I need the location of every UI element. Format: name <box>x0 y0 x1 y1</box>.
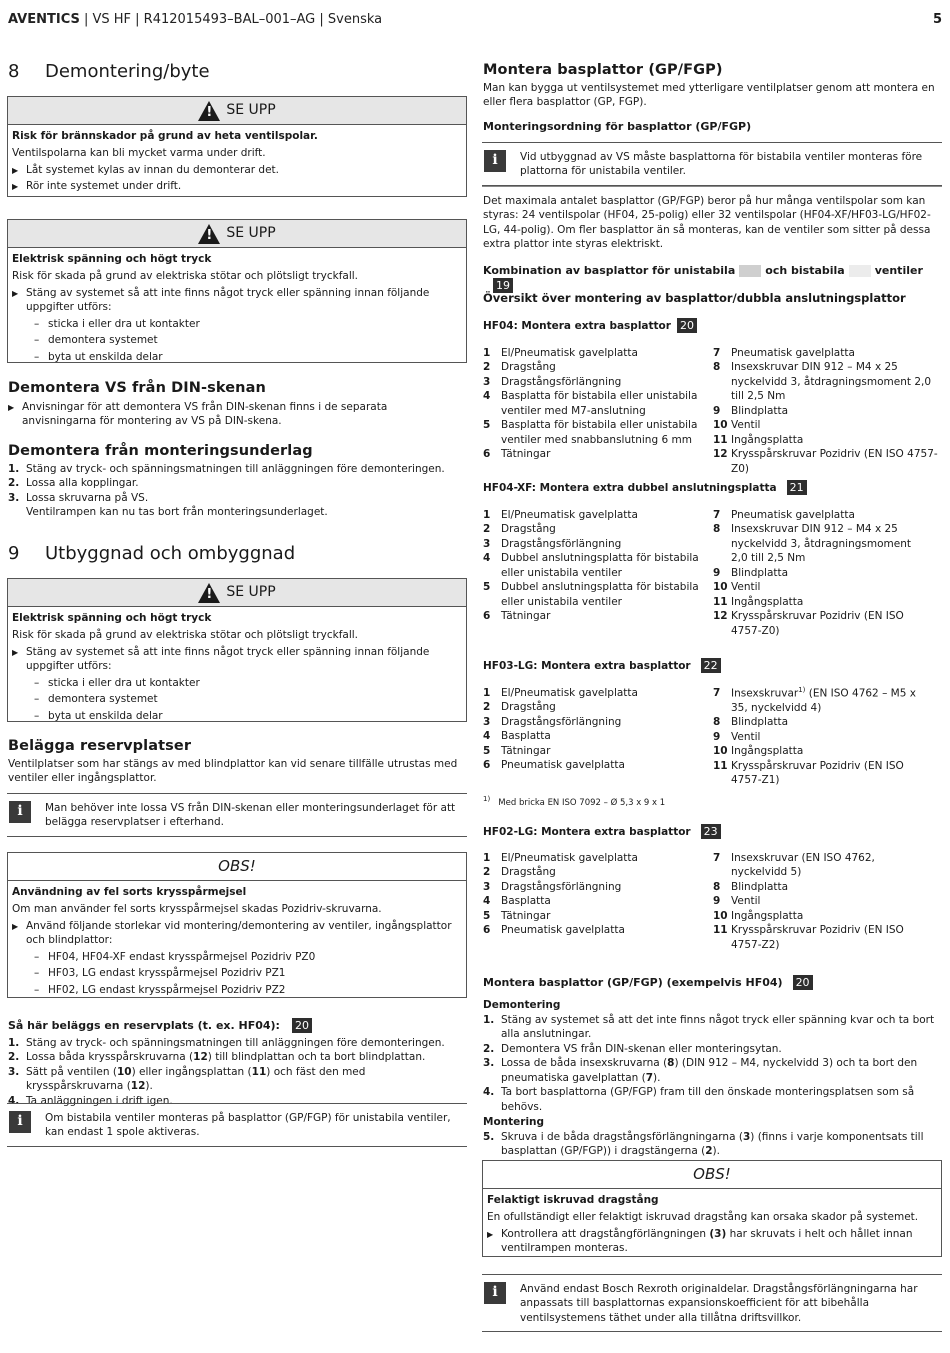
doc-id: | VS HF | R412015493–BAL–001–AG | Svenska <box>79 12 383 27</box>
example-steps <box>483 1013 943 1159</box>
legend-entry: 1 El/Pneumatisk gavelplatta <box>483 509 638 521</box>
legend-entry: 12 Krysspårskruvar Pozidriv (EN ISO 4757-Z0) <box>713 448 938 475</box>
basplattor-intro: Man kan bygga ut ventilsystemet med ytterligare ventilplatser genom att montera en eller flera basplattor (GP, FGP). <box>483 82 935 109</box>
warning-text: Risk för skada på grund av elektriska stötar och plötsligt tryckfall. <box>12 270 358 283</box>
figure-ref: 19 <box>493 278 513 293</box>
legend-entry: 4 Basplatta <box>483 895 551 908</box>
notice-heading: Användning av fel sorts krysspårmejsel <box>12 886 247 898</box>
page-header <box>8 11 382 29</box>
legend-right <box>713 508 928 638</box>
list-item: ▶ Använd följande storlekar vid montering/demontering av ventiler, ingångsplattor och blindplattor: <box>12 919 452 947</box>
legend-entry: 7 Pneumatisk gavelplatta <box>713 347 855 359</box>
warning-heading: Elektrisk spänning och högt tryck <box>12 253 212 265</box>
legend-entry: 10 Ingångsplatta <box>713 909 804 922</box>
legend-entry: 12 Krysspårskruvar Pozidriv (EN ISO 4757-Z0) <box>713 610 904 637</box>
step-note: Ventilrampen kan nu tas bort från monteringsunderlaget. <box>26 506 328 519</box>
hf04-heading: HF04: Montera extra basplattor 20 <box>483 318 697 333</box>
legend-entry: 10 Ingångsplatta <box>713 745 804 758</box>
legend-entry: 5 Basplatta för bistabila eller unistabila ventiler med snabbanslutning 6 mm <box>483 419 698 446</box>
dash-item: – HF04, HF04-XF endast krysspårmejsel Pozidriv PZ0 <box>34 950 316 963</box>
page-number: 5 <box>932 12 942 27</box>
figure-ref: 20 <box>793 975 813 990</box>
step: 2. Lossa alla kopplingar. <box>8 477 139 490</box>
warning-box-voltage: ! SE UPP Elektrisk spänning och högt tryck Risk för skada på grund av elektriska stötar och plötsligt tryckfall. ▶ Stäng av systemet så att inte finns något tryck eller spänning innan följande uppgifter utförs: – sticka i eller dra ut kontakter – demontera systemet – byta ut enskilda delar <box>7 219 467 363</box>
legend-right <box>713 686 928 788</box>
basplattor-heading: Montera basplattor (GP/FGP) <box>483 62 723 78</box>
step: 3. Lossa de båda insexskruvarna (8) (DIN 912 – M4, nyckelvidd 3) och ta bort den pneumatiska gavelplattan (7). <box>483 1057 918 1084</box>
info-box: i Vid utbyggnad av VS måste basplattorna för bistabila ventiler monteras före plattorna för unistabila ventiler. <box>482 142 942 186</box>
legend-entry: 7 Insexskruvar$^{1)}$ (EN ISO 4762 – M5 x 35, nyckelvidd 4) <box>713 686 916 714</box>
montering-label: Montering <box>483 1116 545 1129</box>
legend-entry: 5 Dubbel anslutningsplatta för bistabila eller unistabila ventiler <box>483 581 699 608</box>
warning-text: Risk för skada på grund av elektriska stötar och plötsligt tryckfall. <box>12 629 358 642</box>
legend-entry: 11 Ingångsplatta <box>713 595 804 608</box>
legend-entry: 8 Blindplatta <box>713 716 789 729</box>
divider <box>482 186 942 187</box>
how-heading: Så här beläggs en reservplats (t. ex. HF04): 20 <box>8 1018 312 1033</box>
figure-ref: 20 <box>677 318 697 333</box>
legend-right <box>713 346 941 476</box>
legend-entry: 4 Dubbel anslutningsplatta för bistabila eller unistabila ventiler <box>483 552 699 579</box>
legend-entry: 1 El/Pneumatisk gavelplatta <box>483 347 638 359</box>
how-steps <box>8 1036 466 1108</box>
legend-entry: 11 Krysspårskruvar Pozidriv (EN ISO 4757-Z1) <box>713 759 904 787</box>
legend-entry: 4 Basplatta för bistabila eller unistabila ventiler med M7-anslutning <box>483 390 698 417</box>
step: 5. Skruva i de båda dragstångsförlängningarna (3) (finns i varje komponentsats till basplattan (GP/FGP)) i dragstängerna (2). <box>483 1130 924 1158</box>
order-heading: Monteringsordning för basplattor (GP/FGP) <box>483 120 752 133</box>
info-icon: i <box>9 1111 31 1133</box>
legend-entry: 3 Dragstångsförlängning <box>483 375 622 388</box>
combo-heading: Kombination av basplattor för unistabila och bistabila ventiler19 <box>483 264 923 293</box>
step: 1. Stäng av systemet så att det inte finns något tryck eller spänning kvar och ta bort alla anslutningar. <box>483 1014 935 1041</box>
dash-item: – byta ut enskilda delar <box>34 350 163 363</box>
step: 4. Ta anläggningen i drift igen. <box>8 1094 173 1107</box>
list-item: ▶ Låt systemet kylas av innan du demonterar det. <box>12 163 279 176</box>
dash-item: – demontera systemet <box>34 693 158 706</box>
legend-entry: 6 Tätningar <box>483 610 551 623</box>
notice-box-tierod: OBS! Felaktigt iskruvad dragstång En ofullständigt eller felaktigt iskruvad dragstång kan orsaka skador på systemet. ▶ Kontrollera att dragstångförlängningen (3) har skruvats i helt och hållet innan ventilrampen monteras. <box>482 1160 942 1257</box>
hf04xf-heading: HF04-XF: Montera extra dubbel anslutningsplatta 21 <box>483 480 807 495</box>
dash-item: – HF02, LG endast krysspårmejsel Pozidriv PZ2 <box>34 983 286 996</box>
warning-icon <box>198 583 220 603</box>
notice-text: Om man använder fel sorts krysspårmejsel skadas Pozidriv-skruvarna. <box>12 903 382 916</box>
info-icon: i <box>9 801 31 823</box>
legend-entry: 6 Tätningar <box>483 448 551 461</box>
info-icon: i <box>484 1282 506 1304</box>
step: 3. Lossa skruvarna på VS. <box>8 491 149 504</box>
legend-entry: 8 Insexskruvar DIN 912 – M4 x 25 nyckelvidd 3, åtdragningsmoment 2,0 till 2,5 Nm <box>713 523 911 565</box>
legend-entry: 9 Ventil <box>713 895 761 908</box>
warning-text: Ventilspolarna kan bli mycket varma under drift. <box>12 147 266 160</box>
legend-entry: 7 Insexskruvar (EN ISO 4762, nyckelvidd 5) <box>713 852 875 879</box>
warning-heading: Elektrisk spänning och högt tryck <box>12 612 212 624</box>
legend-entry: 9 Blindplatta <box>713 566 789 579</box>
info-box: i Man behöver inte lossa VS från DIN-skenan eller monteringsunderlaget för att belägga reservplatser i efterhand. <box>7 793 467 837</box>
hf02-heading: HF02-LG: Montera extra basplattor 23 <box>483 824 721 839</box>
list-item: ▶ Anvisningar för att demontera VS från DIN-skenan finns i de separata anvisningarna för montering av VS på DIN-skena. <box>8 401 388 428</box>
step: 2. Demontera VS från DIN-skenan eller monteringsytan. <box>483 1042 782 1055</box>
underlag-steps <box>8 462 463 520</box>
legend-entry: 10 Ventil <box>713 581 761 594</box>
figure-ref: 20 <box>292 1018 312 1033</box>
legend-entry: 3 Dragstångsförlängning <box>483 537 622 550</box>
list-item: ▶ Stäng av systemet så att inte finns något tryck eller spänning innan följande uppgifter utförs: <box>12 645 430 673</box>
hf04xf-legend <box>483 508 928 638</box>
legend-entry: 2 Dragstång <box>483 523 556 536</box>
step: 1. Stäng av tryck- och spänningsmatningen till anläggningen före demonteringen. <box>8 1037 445 1049</box>
legend-left <box>483 686 713 788</box>
list-item: ▶ Stäng av systemet så att inte finns något tryck eller spänning innan följande uppgifter utförs: <box>12 286 430 314</box>
legend-entry: 1 El/Pneumatisk gavelplatta <box>483 852 638 864</box>
dash-item: – byta ut enskilda delar <box>34 709 163 722</box>
underlag-heading: Demontera från monteringsunderlag <box>8 443 313 459</box>
warning-icon <box>198 224 220 244</box>
legend-entry: 4 Basplatta <box>483 730 551 743</box>
warning-box-burns <box>7 96 467 197</box>
warning-box-voltage-2: ! SE UPP Elektrisk spänning och högt tryck Risk för skada på grund av elektriska stötar och plötsligt tryckfall. ▶ Stäng av systemet så att inte finns något tryck eller spänning innan följande uppgifter utförs: – sticka i eller dra ut kontakter – demontera systemet – byta ut enskilda delar <box>7 578 467 722</box>
din-heading: Demontera VS från DIN-skenan <box>8 380 266 396</box>
legend-entry: 5 Tätningar <box>483 744 551 757</box>
legend-entry: 7 Pneumatisk gavelplatta <box>713 509 855 521</box>
legend-entry: 8 Blindplatta <box>713 880 789 893</box>
section-9-heading: 9 Utbyggnad och ombyggnad <box>8 543 296 564</box>
legend-entry: 2 Dragstång <box>483 361 556 374</box>
notice-heading: Felaktigt iskruvad dragstång <box>487 1194 659 1206</box>
max-text: Det maximala antalet basplattor (GP/FGP) beror på hur många ventilspolar som kan styras: 24 ventilspolar (HF04, 25-polig) eller 32 ventilspolar (HF04-XF/HF03-LG/HF02-LG, 44-polig). Om fler basplattor än så monteras, kan de ventiler som sitter på dessa extra plattor inte styras elektriskt. <box>483 195 931 251</box>
dash-item: – HF03, LG endast krysspårmejsel Pozidriv PZ1 <box>34 967 286 980</box>
info-box: i Använd endast Bosch Rexroth originaldelar. Dragstångsförlängningarna har anpassats till basplattornas expansionskoefficient för att bibehålla ventilsystemens täthet under alla tillåtna driftsvillkor. <box>482 1274 942 1332</box>
footnote: $^{1)}$ Med bricka EN ISO 7092 – Ø 5,3 x 9 x 1 <box>483 795 666 808</box>
legend-entry: 6 Pneumatisk gavelplatta <box>483 924 625 937</box>
legend-entry: 3 Dragstångsförlängning <box>483 715 622 728</box>
legend-right <box>713 851 928 952</box>
info-box: i Om bistabila ventiler monteras på basplattor (GP/FGP) för unistabila ventiler, kan endast 1 spole aktiveras. <box>7 1103 467 1147</box>
dash-item: – sticka i eller dra ut kontakter <box>34 317 200 330</box>
warning-heading: Risk för brännskador på grund av heta ventilspolar. <box>12 130 318 142</box>
legend-entry: 2 Dragstång <box>483 701 556 714</box>
legend-entry: 1 El/Pneumatisk gavelplatta <box>483 687 638 699</box>
legend-entry: 5 Tätningar <box>483 909 551 922</box>
legend-entry: 6 Pneumatisk gavelplatta <box>483 759 625 772</box>
step: 3. Sätt på ventilen (10) eller ingångsplattan (11) och fäst den med krysspårskruvarna (12). <box>8 1065 366 1093</box>
figure-ref: 21 <box>787 480 807 495</box>
legend-entry: 11 Ingångsplatta <box>713 433 804 446</box>
info-icon: i <box>484 150 506 172</box>
hf02-legend <box>483 851 928 952</box>
hf04-legend <box>483 346 941 476</box>
list-item: ▶ Kontrollera att dragstångförlängningen (3) har skruvats i helt och hållet innan ventilrampen monteras. <box>487 1227 913 1255</box>
figure-ref: 23 <box>701 824 721 839</box>
reserv-text: Ventilplatser som har stängs av med blindplattor kan vid senare tillfälle utrustas med ventiler eller ingångsplattor. <box>8 758 458 785</box>
step: 1. Stäng av tryck- och spänningsmatningen till anläggningen före demonteringen. <box>8 463 445 475</box>
dash-item: – sticka i eller dra ut kontakter <box>34 676 200 689</box>
list-item: ▶ Rör inte systemet under drift. <box>12 180 182 193</box>
example-heading: Montera basplattor (GP/FGP) (exempelvis HF04) 20 <box>483 975 813 990</box>
section-8-heading: 8 Demontering/byte <box>8 61 210 82</box>
warning-bar: ! SE UPP <box>8 97 466 125</box>
legend-left <box>483 346 713 476</box>
step: 4. Ta bort basplattorna (GP/FGP) fram till den önskade monteringsplatsen som så behövs. <box>483 1086 915 1113</box>
dash-item: – demontera systemet <box>34 334 158 347</box>
warning-icon <box>198 101 220 121</box>
demontering-label: Demontering <box>483 999 561 1011</box>
legend-entry: 8 Insexskruvar DIN 912 – M4 x 25 nyckelvidd 3, åtdragningsmoment 2,0 till 2,5 Nm <box>713 361 932 403</box>
step: 2. Lossa båda krysspårskruvarna (12) till blindplattan och ta bort blindplattan. <box>8 1051 426 1064</box>
legend-left <box>483 508 713 638</box>
legend-entry: 3 Dragstångsförlängning <box>483 880 622 893</box>
legend-entry: 10 Ventil <box>713 419 761 432</box>
legend-entry: 11 Krysspårskruvar Pozidriv (EN ISO 4757-Z2) <box>713 924 904 951</box>
overview-heading: Översikt över montering av basplattor/dubbla anslutningsplattor <box>483 291 906 305</box>
reserv-heading: Belägga reservplatser <box>8 738 192 754</box>
unistable-swatch <box>739 265 761 277</box>
notice-text: En ofullständigt eller felaktigt iskruvad dragstång kan orsaka skador på systemet. <box>487 1211 919 1224</box>
notice-box-screwdriver: OBS! Användning av fel sorts krysspårmejsel Om man använder fel sorts krysspårmejsel skadas Pozidriv-skruvarna. ▶ Använd följande storlekar vid montering/demontering av ventiler, ingångsplattor och blindplattor: – HF04, HF04-XF endast krysspårmejsel Pozidriv PZ0 – HF03, LG endast krysspårmejsel Pozidriv PZ1 – HF02, LG endast krysspårmejsel Pozidriv PZ2 <box>7 852 467 998</box>
bistable-swatch <box>849 265 871 277</box>
hf03-heading: HF03-LG: Montera extra basplattor 22 <box>483 658 721 673</box>
hf03-legend <box>483 686 928 788</box>
legend-entry: 9 Ventil <box>713 730 761 743</box>
figure-ref: 22 <box>701 658 721 673</box>
legend-entry: 2 Dragstång <box>483 866 556 879</box>
legend-entry: 9 Blindplatta <box>713 404 789 417</box>
brand: AVENTICS <box>8 12 80 27</box>
legend-left <box>483 851 713 952</box>
